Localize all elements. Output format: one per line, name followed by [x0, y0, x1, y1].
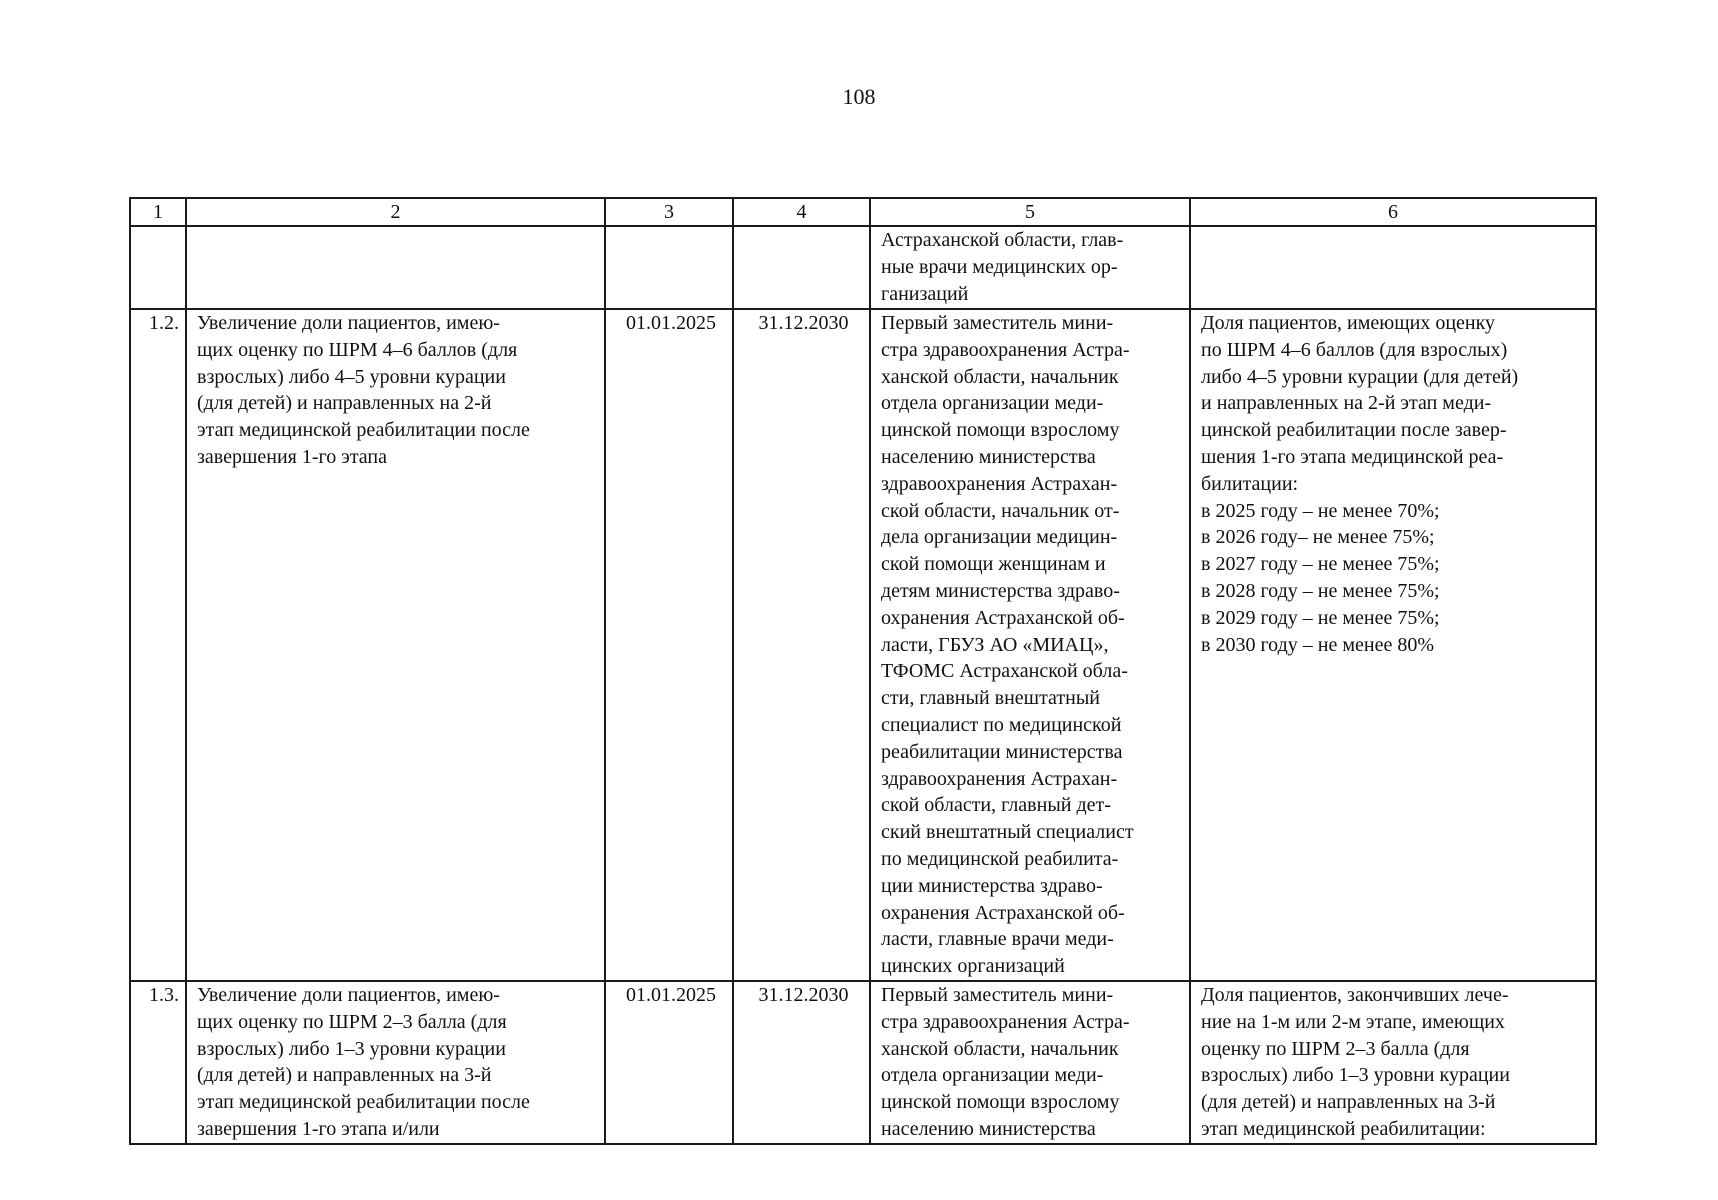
result-line: шения 1-го этапа медицинской реа- [1201, 445, 1504, 468]
result-line: по ШРМ 4–6 баллов (для взрослых) [1201, 338, 1508, 361]
result-cell [1190, 309, 1596, 981]
responsible-line: Первый заместитель мини- [881, 312, 1114, 334]
table-row [130, 981, 1596, 1144]
result-line: оценку по ШРМ 2–3 балла (для [1201, 1037, 1470, 1060]
column-header-6: 6 [1190, 198, 1596, 226]
task-line: щих оценку по ШРМ 4–6 баллов (для [197, 338, 518, 361]
task-line: завершения 1-го этапа [197, 445, 387, 468]
responsible-line: отдела организации меди- [881, 1064, 1104, 1087]
responsible-line: ской области, начальник от- [881, 499, 1120, 522]
responsible-line: Астраханской области, глав- [881, 229, 1124, 251]
responsible-line: отдела организации меди- [881, 392, 1104, 415]
responsible-line: ные врачи медицинских ор- [881, 255, 1118, 278]
responsible-line: ции министерства здраво- [881, 874, 1103, 897]
responsible-line: дела организации медицин- [881, 526, 1118, 549]
result-line: в 2030 году – не менее 80% [1201, 633, 1434, 656]
task-line: взрослых) либо 1–3 уровни курации [197, 1037, 506, 1060]
responsible-line: ской области, главный дет- [881, 794, 1111, 817]
responsible-line: детям министерства здраво- [881, 579, 1120, 602]
row-number-cell: 1.2. [130, 309, 186, 981]
result-line: в 2028 году – не менее 75%; [1201, 579, 1440, 602]
column-header-2: 2 [186, 198, 605, 226]
column-header-4: 4 [733, 198, 870, 226]
result-line: (для детей) и направленных на 3-й [1201, 1091, 1496, 1114]
result-cell [1190, 981, 1596, 1144]
row-number-cell [130, 226, 186, 309]
responsible-line: по медицинской реабилита- [881, 847, 1119, 870]
result-line: этап медицинской реабилитации: [1201, 1117, 1486, 1140]
responsible-line: охранения Астраханской об- [881, 901, 1125, 924]
end-date-cell: 31.12.2030 [733, 981, 870, 1144]
responsible-line: ской помощи женщинам и [881, 553, 1106, 576]
task-line: Увеличение доли пациентов, имею- [197, 312, 500, 334]
responsible-line: ТФОМС Астраханской обла- [881, 660, 1128, 683]
result-line: Доля пациентов, имеющих оценку [1201, 312, 1496, 334]
result-line: ние на 1-м или 2-м этапе, имеющих [1201, 1010, 1505, 1033]
responsible-line: ханской области, начальник [881, 1037, 1119, 1060]
responsible-line: реабилитации министерства [881, 740, 1123, 763]
responsible-cell [870, 309, 1190, 981]
task-cell [186, 226, 605, 309]
result-line: билитации: [1201, 472, 1299, 495]
responsible-line: цинской помощи взрослому [881, 419, 1120, 442]
task-line: Увеличение доли пациентов, имею- [197, 983, 500, 1006]
task-cell [186, 981, 605, 1144]
responsible-line: цинских организаций [881, 955, 1065, 978]
table-row [130, 226, 1596, 309]
table-row [130, 309, 1596, 981]
responsible-line: ласти, ГБУЗ АО «МИАЦ», [881, 633, 1109, 656]
result-line: Доля пациентов, закончивших лече- [1201, 983, 1509, 1006]
task-line: (для детей) и направленных на 2-й [197, 392, 492, 415]
result-line: взрослых) либо 1–3 уровни курации [1201, 1064, 1510, 1087]
responsible-line: ханской области, начальник [881, 365, 1119, 388]
end-date-cell: 31.12.2030 [733, 309, 870, 981]
responsible-line: Первый заместитель мини- [881, 983, 1114, 1006]
responsible-line: цинской помощи взрослому [881, 1091, 1120, 1114]
result-line: в 2027 году – не менее 75%; [1201, 553, 1440, 576]
responsible-line: специалист по медицинской [881, 713, 1122, 736]
responsible-cell [870, 226, 1190, 309]
column-number-header-row [130, 198, 1596, 226]
task-line: этап медицинской реабилитации после [197, 419, 530, 442]
task-cell [186, 309, 605, 981]
responsible-line: здравоохранения Астрахан- [881, 767, 1118, 790]
responsible-line: стра здравоохранения Астра- [881, 1010, 1130, 1033]
responsible-line: охранения Астраханской об- [881, 606, 1125, 629]
result-line: в 2026 году– не менее 75%; [1201, 526, 1435, 549]
start-date-cell [605, 226, 733, 309]
result-line: в 2025 году – не менее 70%; [1201, 499, 1440, 522]
responsible-line: сти, главный внештатный [881, 687, 1101, 710]
responsible-cell [870, 981, 1190, 1144]
result-line: в 2029 году – не менее 75%; [1201, 606, 1440, 629]
column-header-5: 5 [870, 198, 1190, 226]
start-date-cell: 01.01.2025 [605, 981, 733, 1144]
task-line: взрослых) либо 4–5 уровни курации [197, 365, 506, 388]
task-line: щих оценку по ШРМ 2–3 балла (для [197, 1010, 507, 1033]
result-cell [1190, 226, 1596, 309]
responsible-line: населению министерства [881, 1117, 1096, 1140]
start-date-cell: 01.01.2025 [605, 309, 733, 981]
end-date-cell [733, 226, 870, 309]
responsible-line: ганизаций [881, 282, 969, 305]
responsible-line: стра здравоохранения Астра- [881, 338, 1130, 361]
responsible-line: населению министерства [881, 445, 1096, 468]
task-line: этап медицинской реабилитации после [197, 1091, 530, 1114]
result-line: цинской реабилитации после завер- [1201, 419, 1507, 442]
page-number: 108 [842, 84, 876, 109]
task-line: завершения 1-го этапа и/или [197, 1117, 440, 1140]
result-line: и направленных на 2-й этап меди- [1201, 392, 1492, 415]
responsible-line: ский внештатный специалист [881, 821, 1134, 844]
result-line: либо 4–5 уровни курации (для детей) [1201, 365, 1519, 388]
column-header-3: 3 [605, 198, 733, 226]
responsible-line: здравоохранения Астрахан- [881, 472, 1118, 495]
measures-table [129, 197, 1597, 1145]
responsible-line: ласти, главные врачи меди- [881, 928, 1114, 951]
task-line: (для детей) и направленных на 3-й [197, 1064, 492, 1087]
row-number-cell: 1.3. [130, 981, 186, 1144]
column-header-1: 1 [130, 198, 186, 226]
